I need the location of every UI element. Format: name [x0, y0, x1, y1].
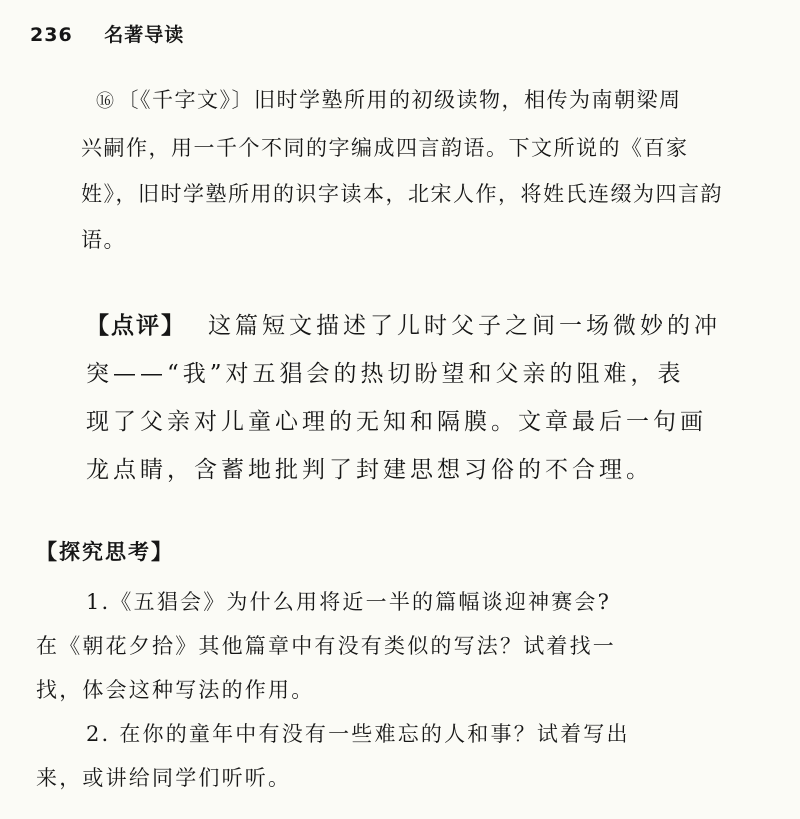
question-line: 找，体会这种写法的作用。 — [36, 678, 315, 702]
footnote-line: 语。 — [81, 228, 126, 252]
commentary-line — [86, 302, 766, 350]
commentary-text: 这篇短文描述了儿时父子之间一场微妙的冲 — [208, 313, 721, 339]
footnote — [81, 77, 766, 263]
commentary-line: 现了父亲对儿童心理的无知和隔膜。文章最后一句画 — [86, 409, 707, 435]
commentary-tag: 【点评】 — [86, 312, 186, 339]
question-1 — [36, 580, 776, 712]
question-line: 来，或讲给同学们听听。 — [36, 766, 292, 790]
question-2 — [36, 712, 776, 800]
footnote-line: 兴嗣作，用一千个不同的字编成四言韵语。下文所说的《百家 — [81, 136, 689, 160]
question-line: 在《朝花夕拾》其他篇章中有没有类似的写法？试着找一 — [36, 634, 616, 658]
footnote-marker: ⑯ — [96, 91, 116, 112]
footnote-text: 〔《千字文》〕旧时学塾所用的初级读物，相传为南朝梁周 — [117, 88, 682, 112]
footnote-line: 姓》，旧时学塾所用的识字读本，北宋人作，将姓氏连缀为四言韵 — [81, 182, 723, 206]
footnote-line — [96, 77, 766, 125]
question-line: 1.《五猖会》为什么用将近一半的篇幅谈迎神赛会? — [86, 590, 612, 614]
commentary-line: 龙点睛，含蓄地批判了封建思想习俗的不合理。 — [86, 457, 653, 483]
commentary-line: 突——“我”对五猖会的热切盼望和父亲的阻难，表 — [86, 361, 685, 387]
page-header — [30, 20, 184, 47]
commentary-section — [86, 302, 766, 494]
explore-section — [36, 530, 776, 800]
book-title: 名著导读 — [104, 24, 185, 46]
question-line: 2. 在你的童年中有没有一些难忘的人和事？试着写出 — [86, 722, 630, 746]
page-number: 236 — [30, 24, 73, 46]
explore-heading: 【探究思考】 — [36, 539, 174, 564]
